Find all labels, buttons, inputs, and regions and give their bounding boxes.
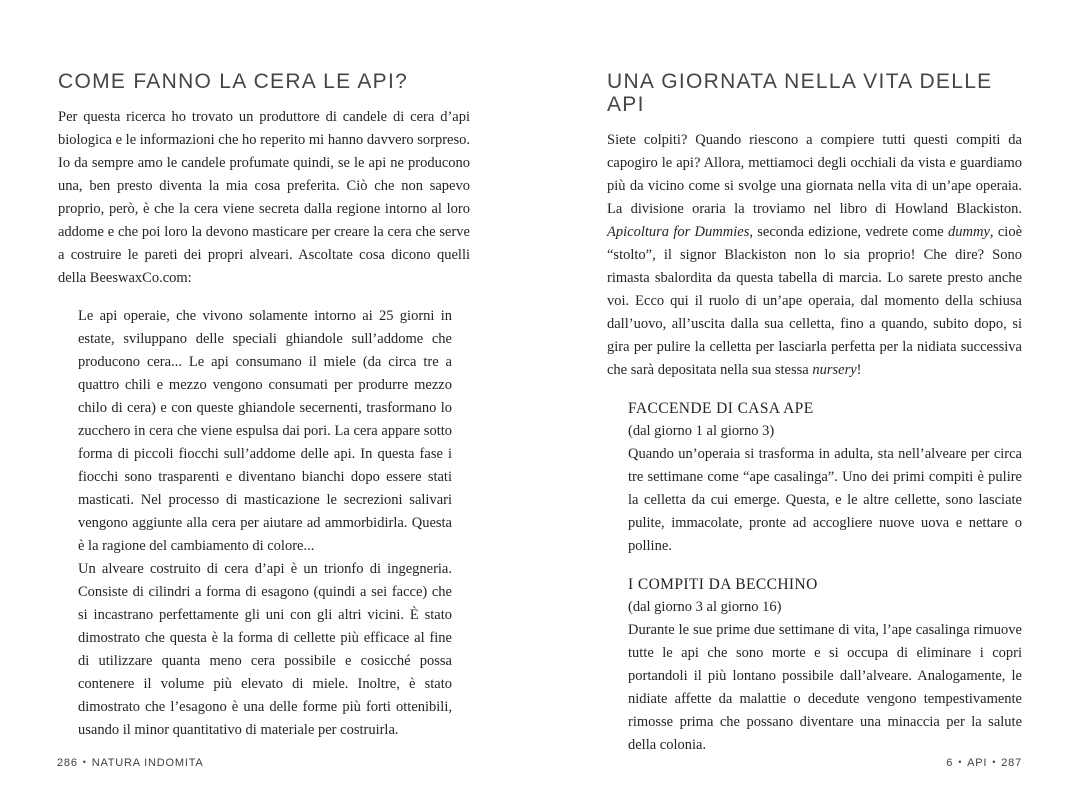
- left-page-heading: COME FANNO LA CERA LE API?: [58, 70, 409, 93]
- section-undertaker-duties: [607, 573, 1022, 757]
- section-bee-housekeeping: [607, 397, 1022, 558]
- left-page-number: 286: [57, 757, 78, 769]
- section-title: I COMPITI DA BECCHINO: [628, 576, 818, 593]
- book-title: NATURA INDOMITA: [91, 757, 204, 769]
- right-intro-paragraph: Siete colpiti? Quando riescono a compiere tutti questi compiti da capogiro le api? Allora, mettiamoci degli occhiali da vista e guardiamo più da vicino come si svolge una giornata nella vita di un’ape operaia. La divisione oraria la troviamo nel libro di Howland Blackiston. Apicoltura for Dummies, seconda edizione, vedrete come dummy, cioè “stolto”, il signor Blackiston non lo sia proprio! Che dire? Sono rimasta sbalordita da questa tabella di marcia. Lo sarete presto anche voi. Ecco qui il ruolo di un’ape operaia, dal momento della schiusa dall’uovo, all’uscita dalla sua celletta, fino a quando, subito dopo, si gira per pulire la celletta per lasciarla perfetta per la nidiata successiva che sarà depositata nella sua stessa nursery!: [607, 132, 1023, 378]
- quote-paragraph-2: Un alveare costruito di cera d’api è un trionfo di ingegneria. Consiste di cilindri a forma di esagono (quindi a sei facce) che si incastrano perfettamente gli uni con gli altri vicini. È stato dimostrato che questa è la forma di cellette più efficace al fine di utilizzare quanta meno cera possibile e cosicché possa contenere il volume più elevato di miele. Inoltre, è stato dimostrato che l’esagono è una delle forme più forti ottenibili, usando il minor quantitativo di materiale per costruirla.: [78, 561, 452, 738]
- right-page-footer: [946, 755, 1022, 770]
- chapter-title: API: [967, 757, 988, 769]
- left-page: [58, 70, 470, 742]
- section-body: Durante le sue prime due settimane di vita, l’ape casalinga rimuove tutte le api che sono morte e si occupa di eliminare i copri portandoli il più lontano possibile dall’alveare. Analogamente, le nidiate affette da malattie o decedute vengono tempestivamente rimosse prima che possano diventare una minaccia per la salute della colonia.: [628, 622, 1022, 753]
- right-page-heading: UNA GIORNATA NELLA VITA DELLE API: [607, 70, 993, 116]
- bullet-separator-icon: •: [82, 757, 87, 767]
- bullet-separator-icon: •: [958, 757, 963, 767]
- bullet-separator-icon: •: [992, 757, 997, 767]
- quote-paragraph-1: Le api operaie, che vivono solamente intorno ai 25 giorni in estate, sviluppano delle speciali ghiandole sull’addome che producono cera... Le api consumano il miele (da circa tre a quattro chili e mezzo vengono consumati per produrre mezzo chilo di cera) e con queste ghiandole secernenti, trasformano lo zucchero in cera che viene espulsa dai pori. La cera appare sotto forma di piccoli fiocchi sull’addome delle api. In questa fase i fiocchi sono trasparenti e diventano bianchi dopo essere stati masticati. Nel processo di masticazione le secrezioni salivari vengono aggiunte alla cera per aiutare ad ammorbidirla. Questa è la ragione del cambiamento di colore...: [78, 308, 452, 554]
- section-body: Quando un’operaia si trasforma in adulta, sta nell’alveare per circa tre settimane come “ape casalinga”. Uno dei primi compiti è pulire la celletta da cui emerge. Questa, e le altre cellette, sono lasciate pulite, immacolate, pronte ad accogliere nuove uova e nettare o polline.: [628, 446, 1022, 554]
- beeswax-quote-block: [78, 305, 452, 742]
- section-title: FACCENDE DI CASA APE: [628, 400, 814, 417]
- section-subtitle: (dal giorno 1 al giorno 3): [628, 423, 775, 439]
- right-page-number: 287: [1001, 757, 1022, 769]
- chapter-number: 6: [946, 757, 954, 769]
- right-page: [607, 70, 1022, 757]
- left-intro-paragraph: Per questa ricerca ho trovato un produttore di candele di cera d’api biologica e le informazioni che ho reperito mi hanno davvero sorpreso. Io da sempre amo le candele profumate quindi, se le api ne producono una, ben presto diventa la mia cosa preferita. Ciò che non sapevo proprio, però, è che la cera viene secreta dalla regione intorno al loro addome e che poi loro la devono masticare per creare la cera che serve a costruire le pareti dei propri alveari. Ascoltate cosa dicono quelli della BeeswaxCo.com:: [58, 109, 470, 286]
- left-page-footer: [57, 755, 204, 770]
- section-subtitle: (dal giorno 3 al giorno 16): [628, 599, 782, 615]
